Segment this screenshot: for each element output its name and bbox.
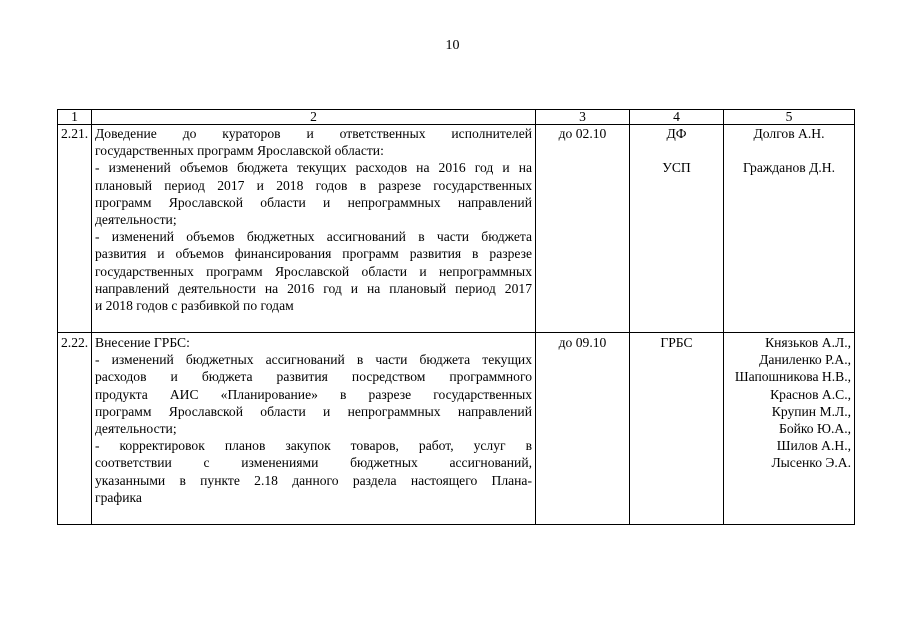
header-cell-4: 4 [630,110,724,125]
description-line: деятельности; [95,421,177,437]
row-responsible [630,125,724,333]
row-number: 2.21. [58,125,92,333]
responsible-unit: УСП [662,160,691,176]
page-number: 10 [445,38,460,53]
description-line: расходов и бюджета развития посредством программного [95,369,532,385]
row-persons [724,125,855,333]
row-number: 2.22. [58,333,92,525]
description-line: развития и объемов финансирования программ развития в разрезе [95,246,532,262]
description-line: программ Ярославской области и непрограммных направлений [95,194,532,210]
description-line: и 2018 годов с разбивкой по годам [95,298,294,314]
description-line: графика [95,489,142,505]
row-persons [724,333,855,525]
row-description [92,333,536,525]
description-line: Внесение ГРБС: [95,335,190,350]
responsible-unit: ДФ [666,126,687,141]
table-row [58,333,855,525]
person-name: Краснов А.С., [770,386,851,402]
description-line: указанными в пункте 2.18 данного раздела настоящего Плана- [95,472,532,488]
description-line: государственных программ Ярославской области и непрограммных [95,263,532,279]
description-line: - корректировок планов закупок товаров, работ, услуг в [95,438,532,454]
description-line: - изменений объемов бюджетных ассигнований в части бюджета [95,229,532,245]
spacer [727,142,851,159]
header-cell-5: 5 [724,110,855,125]
header-cell-3: 3 [536,110,630,125]
person-name: Лысенко Э.А. [771,455,851,471]
row-deadline: до 02.10 [536,125,630,333]
person-name: Шапошникова Н.В., [734,369,851,385]
person-name: Долгов А.Н. [753,126,825,141]
person-name: Даниленко Р.А., [759,352,851,368]
description-line: продукта АИС «Планирование» в разрезе государственных [95,386,532,402]
table-row [58,125,855,333]
description-line: направлений деятельности на 2016 год и на плановый период 2017 [95,280,532,296]
header-cell-1: 1 [58,110,92,125]
description-line: программ Ярославской области и непрограммных направлений [95,403,532,419]
description-line: государственных программ Ярославской области: [95,143,384,159]
table-header-row [58,110,855,125]
header-cell-2: 2 [92,110,536,125]
plan-table [57,109,855,525]
person-name: Гражданов Д.Н. [743,160,835,176]
description-line: плановый период 2017 и 2018 годов в разрезе государственных [95,177,532,193]
person-name: Крупин М.Л., [771,403,851,419]
person-name: Бойко Ю.А., [779,421,851,437]
row-deadline: до 09.10 [536,333,630,525]
description-line: деятельности; [95,212,177,228]
description-line: Доведение до кураторов и ответственных исполнителей [95,126,532,141]
row-responsible [630,333,724,525]
description-line: - изменений объемов бюджета текущих расходов на 2016 год и на [95,160,532,176]
description-line: соответствии с изменениями бюджетных ассигнований, [95,455,532,471]
description-line: - изменений бюджетных ассигнований в части бюджета текущих [95,352,532,368]
person-name: Князьков А.Л., [765,335,851,350]
responsible-unit: ГРБС [660,335,693,350]
person-name: Шилов А.Н., [776,438,851,454]
row-description [92,125,536,333]
spacer [633,142,720,159]
